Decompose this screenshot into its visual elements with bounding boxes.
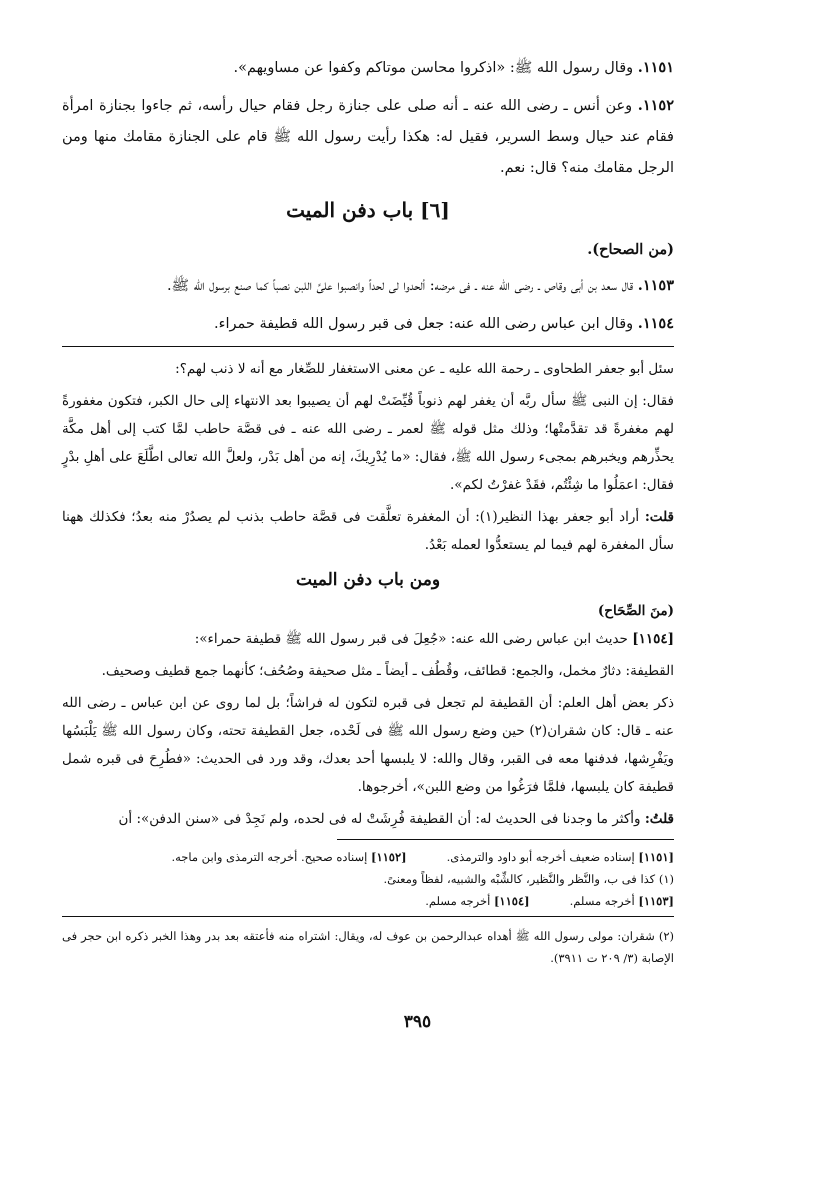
footnote-text: أخرجه مسلم. (425, 894, 494, 908)
hadith-1154 (62, 308, 674, 340)
note-text: وأكثر ما وجدنا فى الحديث له: أن القطيفة فُرِشَتْ له فى لحده، ولم نَجِدْ فى «سنن الدفن»: أن (118, 811, 645, 827)
commentary-source: (منَ الصِّحَاح) (597, 603, 674, 619)
footnote-label: [١١٥٣] (638, 894, 674, 908)
footnote-1154 (425, 890, 529, 912)
commentary-paragraph: ذكر بعض أهل العلم: أن القطيفة لم تجعل فى قبره لتكون له فراشاً؛ بل لما روى عن ابن عباس ـ رضى الله عنه ـ قال: كان شقران(٢) حين وضع رسول الله ﷺ فى لَحْده، جعل القطيفة تحته، وكان رسول الله ﷺ يَلْبَسُها ويَفْرِشها، فدفنها معه فى القبر، وقال والله: لا يلبسها أحد بعدك، وقد ورد فى الحديث: «فطُرِحَ فى قبره شمل قطيفة كان يلبسها، فلمَّا فرَغُوا من وضع اللبن»، أخرجوها. (62, 695, 674, 795)
note-text: أراد أبو جعفر بهذا النظير(١): أن المغفرة تعلَّقت فى قصَّة حاطب بذنب لم يصدُرْ منه بعدُ؛ فكذلك ههنا سأل المغفرة لهم فيما لم يستعدُّوا لعمله بَعْدُ. (62, 509, 674, 553)
note-label: قلت: (644, 509, 674, 525)
hadith-text: وقال رسول الله ﷺ: «اذكروا محاسن موتاكم وكفوا عن مساويهم». (233, 60, 638, 76)
hadith-1151 (62, 52, 674, 84)
commentary-definition: القطيفة: دثارٌ مخمل، والجمع: قطائف، وقُطُف ـ أيضاً ـ مثل صحيفة وصُحُف؛ كأنهما جمع قطيف وصحيف. (101, 663, 674, 679)
hadith-text: قال سعد بن أبى وقاص ـ رضى الله عنه ـ فى مرضه: ألحدوا لى لحداً وانصبوا علىَّ اللبن نصباً كما صنع برسول الله ﷺ. (166, 278, 638, 294)
footnote-divider (337, 839, 674, 840)
hadith-ref-text: حديث ابن عباس رضى الله عنه: «جُعِلَ فى قبر رسول الله ﷺ قطيفة حمراء»: (194, 631, 633, 647)
commentary-answer: فقال: إن النبى ﷺ سأل ربَّه أن يغفر لهم ذنوباً قُيِّضَتْ لهم أن يصيبوا بعد الانتهاء إلى حال الكبر، فتكون مغفورةً لهم مغفرةً قد تقدَّمتْها؛ وذلك مثل قوله ﷺ لعمر ـ رضى الله عنه ـ فى قصَّة حاطب لمَّا كتب إلى أهل مكَّة يحذِّرهم ويخبرهم بمجىء رسول الله ﷺ، فقال: «ما يُدْرِيكَ، إنه من أهل بَدْر، ولعلَّ الله تعالى اطَّلَعَ على أهلِ بدْرٍ فقال: اعمَلُوا ما شِئْتُم، فقَدْ غفرْتُ لكم». (62, 393, 674, 493)
footnote-1151 (447, 846, 674, 868)
hadith-1152 (62, 90, 674, 184)
note-label: قلتُ: (644, 811, 674, 827)
footnote-row-1 (62, 846, 674, 868)
footnote-note-2: (٢) شقران: مولى رسول الله ﷺ أهداه عبدالرحمن بن عوف له، ويقال: اشتراه منه فأعتقه بعد بدر وهذا الخبر ذكره ابن حجر فى الإصابة (٣/ ٢٠٩ ت ٣٩١١). (62, 929, 674, 965)
hadith-1153 (62, 270, 674, 302)
footnote-text: إسناده صحيح. أخرجه الترمذى وابن ماجه. (171, 850, 371, 864)
footnote-label: [١١٥٢] (371, 850, 407, 864)
hadith-text: وعن أنس ـ رضى الله عنه ـ أنه صلى على جنازة رجل فقام حيال رأسه، ثم جاءوا بجنازة امرأة فقام عند حيال وسط السرير، فقيل له: هكذا رأيت رسول الله ﷺ قام على الجنازة مقامك منها ومن الرجل مقامك منه؟ قال: نعم. (62, 98, 674, 176)
footnote-text: إسناده ضعيف أخرجه أبو داود والترمذى. (446, 850, 639, 864)
page-body (62, 52, 674, 969)
footnote-text: أخرجه مسلم. (569, 894, 639, 908)
footnote-divider-2 (62, 916, 674, 917)
hadith-number: ١١٥١. (637, 59, 674, 76)
page-number: ٣٩٥ (403, 1012, 432, 1032)
section-divider (62, 346, 674, 347)
hadith-number: ١١٥٣. (637, 277, 674, 294)
commentary-note-2 (62, 805, 674, 833)
commentary-chapter-heading: ومن باب دفن الميت (295, 570, 441, 590)
hadith-number: ١١٥٢. (637, 97, 674, 114)
hadith-text: وقال ابن عباس رضى الله عنه: جعل فى قبر رسول الله قطيفة حمراء. (214, 316, 638, 332)
footnote-note-1: (١) كذا فى ب، والنَّظر والنَّظير، كالشِّبْه والشبيه، لفظاً ومعنىً. (383, 872, 674, 886)
chapter-heading: [٦] باب دفن الميت (286, 198, 450, 222)
commentary-note (62, 503, 674, 559)
section-source: (من الصحاح). (587, 241, 674, 258)
hadith-ref: [١١٥٤] (632, 631, 674, 647)
hadith-number: ١١٥٤. (637, 315, 674, 332)
footnote-label: [١١٥١] (638, 850, 674, 864)
commentary-question: سئل أبو جعفر الطحاوى ـ رحمة الله عليه ـ عن معنى الاستغفار للصِّغار مع أنه لا ذنب لهم؟: (175, 361, 674, 377)
commentary-hadith (62, 625, 674, 653)
footnote-label: [١١٥٤] (493, 894, 530, 908)
footnote-row-2 (62, 890, 674, 912)
footnote-1153 (570, 890, 674, 912)
footnote-1152 (171, 846, 406, 868)
